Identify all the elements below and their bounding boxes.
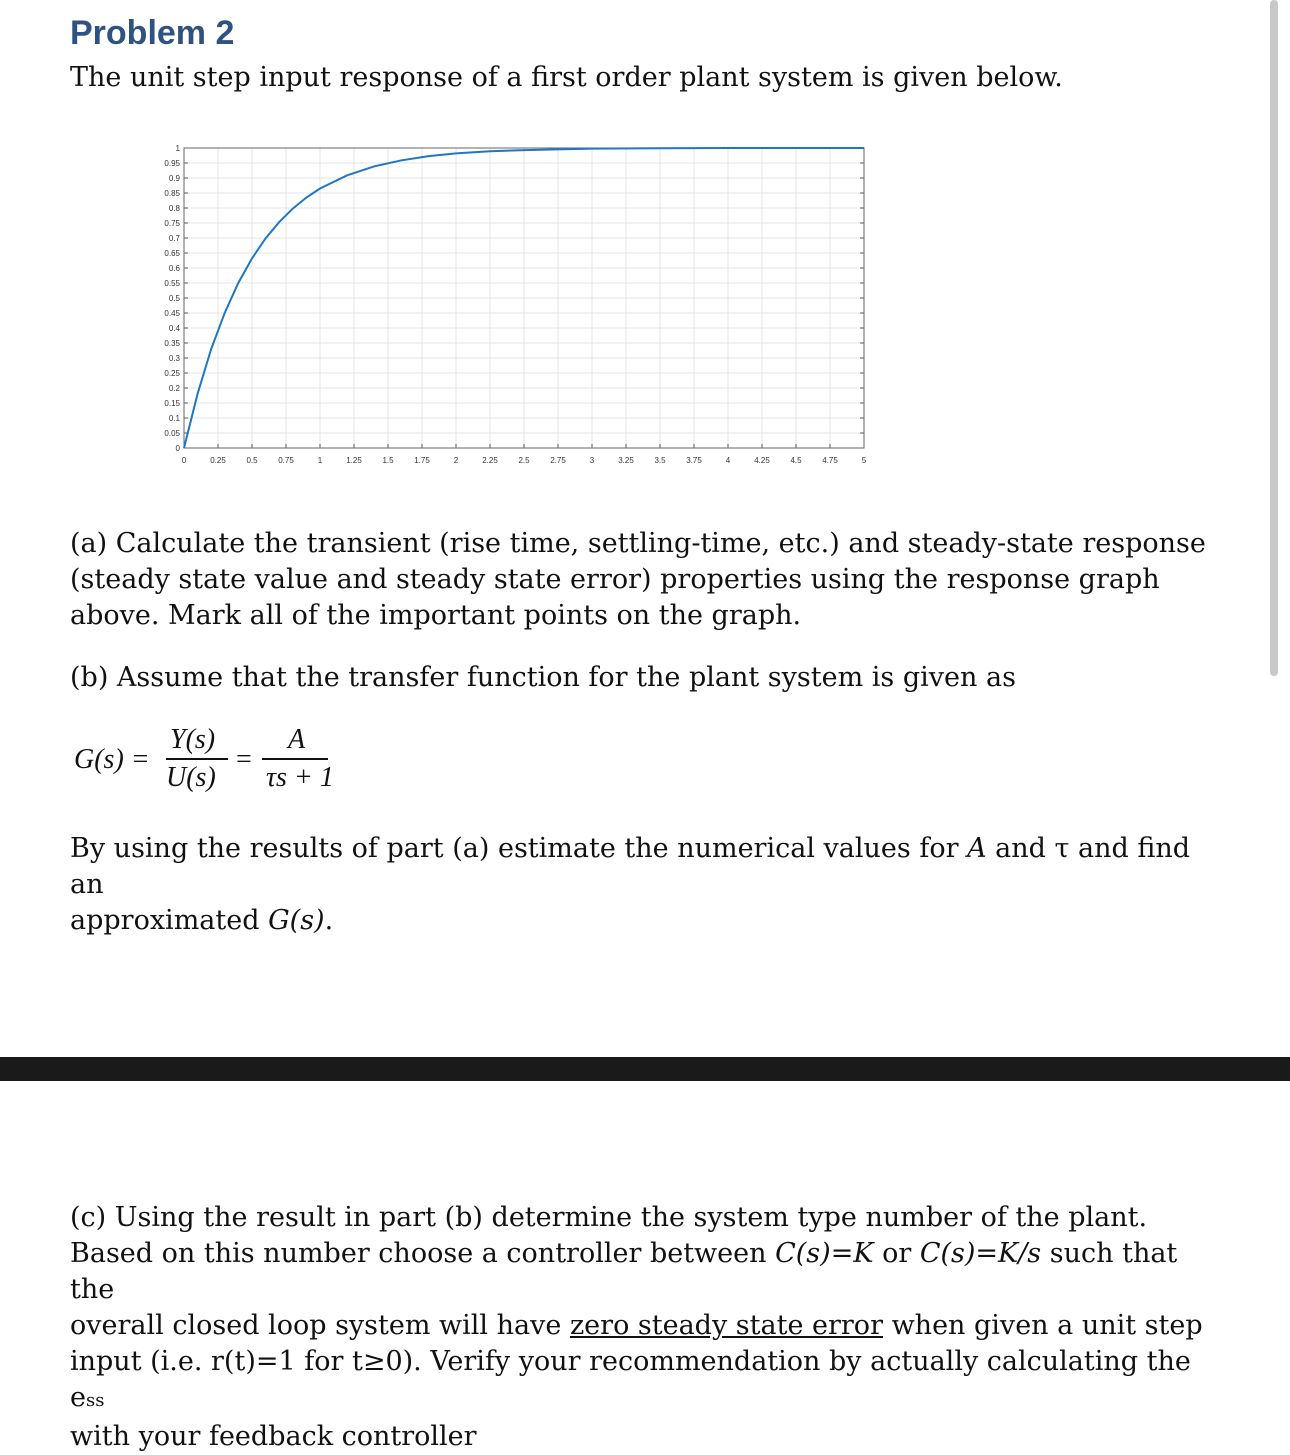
followup-text-4: .: [324, 905, 334, 936]
ess-subscript: ss: [85, 1390, 105, 1411]
vertical-scrollbar[interactable]: [1270, 0, 1278, 676]
eq-num-ys: Y(s): [170, 724, 216, 755]
x-tick-label: 1.5: [382, 456, 394, 465]
x-tick-label: 1.25: [346, 456, 362, 465]
part-a-text: [70, 526, 1210, 634]
x-tick-label: 2.5: [518, 456, 530, 465]
y-tick-label: 0.45: [164, 309, 180, 318]
x-tick-label: 4: [725, 456, 731, 465]
y-tick-label: 0.55: [164, 279, 180, 288]
y-tick-label: 0.35: [164, 339, 180, 348]
controller-option-k-over-s: C(s)=K/s: [919, 1238, 1042, 1269]
eq-den-us: U(s): [166, 762, 216, 793]
x-tick-label: 4.5: [790, 456, 802, 465]
part-b-text: (b) Assume that the transfer function for the plant system is given as: [70, 662, 1016, 693]
y-tick-label: 0.25: [164, 369, 180, 378]
x-tick-label: 5: [861, 456, 867, 465]
x-tick-label: 2.25: [482, 456, 498, 465]
step-response-chart: [150, 136, 880, 476]
x-tick-label: 0: [181, 456, 187, 465]
y-tick-label: 0.8: [168, 204, 180, 213]
part-c-line-2: Based on this number choose a controller between C(s)=K or C(s)=K/s such that the: [70, 1238, 1178, 1305]
y-tick-label: 0: [175, 444, 180, 453]
eq-fraction-bar-2: [262, 758, 328, 760]
y-tick-label: 0.5: [168, 294, 180, 303]
part-a-line-2: (steady state value and steady state error) properties using the response graph: [70, 564, 1160, 595]
y-tick-label: 0.95: [164, 159, 180, 168]
y-tick-label: 0.4: [168, 324, 180, 333]
part-c-line-1: (c) Using the result in part (b) determine the system type number of the plant.: [70, 1202, 1148, 1233]
part-c-line-3: overall closed loop system will have zero steady state error when given a unit step: [70, 1310, 1203, 1341]
x-tick-label: 0.75: [278, 456, 294, 465]
followup-text-2: and τ and find an: [70, 833, 1191, 900]
part-c-line-5: with your feedback controller: [70, 1421, 477, 1452]
eq-fraction-bar-1: [166, 758, 228, 760]
y-tick-label: 0.75: [164, 219, 180, 228]
x-tick-label: 3.25: [618, 456, 634, 465]
y-tick-label: 0.2: [168, 384, 180, 393]
x-tick-label: 4.25: [754, 456, 770, 465]
intro-text: The unit step input response of a first order plant system is given below.: [70, 62, 1063, 93]
y-tick-label: 0.3: [168, 354, 180, 363]
problem-title: Problem 2: [70, 14, 235, 52]
x-tick-label: 3.75: [686, 456, 702, 465]
x-tick-label: 4.75: [822, 456, 838, 465]
part-b-followup: [70, 831, 1210, 939]
eq-equals: =: [236, 744, 252, 775]
x-tick-label: 2.75: [550, 456, 566, 465]
y-tick-label: 0.05: [164, 429, 180, 438]
eq-num-a: A: [288, 724, 306, 755]
y-tick-label: 0.85: [164, 189, 180, 198]
followup-text-1: By using the results of part (a) estimate the numerical values for: [70, 833, 968, 864]
followup-a-symbol: A: [967, 833, 987, 864]
part-c-line-4: input (i.e. r(t)=1 for t≥0). Verify your recommendation by actually calculating the ess: [70, 1346, 1191, 1413]
x-tick-label: 1.75: [414, 456, 430, 465]
y-tick-label: 1: [175, 144, 180, 153]
part-c-text: [70, 1200, 1210, 1455]
page-divider-band: [0, 1057, 1290, 1081]
x-tick-label: 0.25: [210, 456, 226, 465]
controller-option-k: C(s)=K: [775, 1238, 874, 1269]
eq-lhs: G(s) =: [74, 744, 150, 775]
eq-den-taus: τs + 1: [266, 762, 334, 793]
x-tick-label: 3: [589, 456, 595, 465]
zero-sse-underlined: zero steady state error: [569, 1310, 883, 1341]
y-tick-label: 0.6: [168, 264, 180, 273]
y-tick-label: 0.9: [168, 174, 180, 183]
x-tick-label: 2: [453, 456, 459, 465]
y-tick-label: 0.1: [168, 414, 180, 423]
x-tick-label: 0.5: [246, 456, 258, 465]
part-a-line-1: (a) Calculate the transient (rise time, settling-time, etc.) and steady-state response: [70, 528, 1206, 559]
y-tick-label: 0.65: [164, 249, 180, 258]
x-tick-label: 1: [317, 456, 323, 465]
y-tick-label: 0.15: [164, 399, 180, 408]
y-tick-label: 0.7: [168, 234, 180, 243]
transfer-function-equation: [72, 720, 372, 810]
followup-text-3: approximated: [70, 905, 269, 936]
followup-g-symbol: G(s): [268, 905, 325, 936]
x-tick-label: 3.5: [654, 456, 666, 465]
part-a-line-3: above. Mark all of the important points on the graph.: [70, 600, 802, 631]
